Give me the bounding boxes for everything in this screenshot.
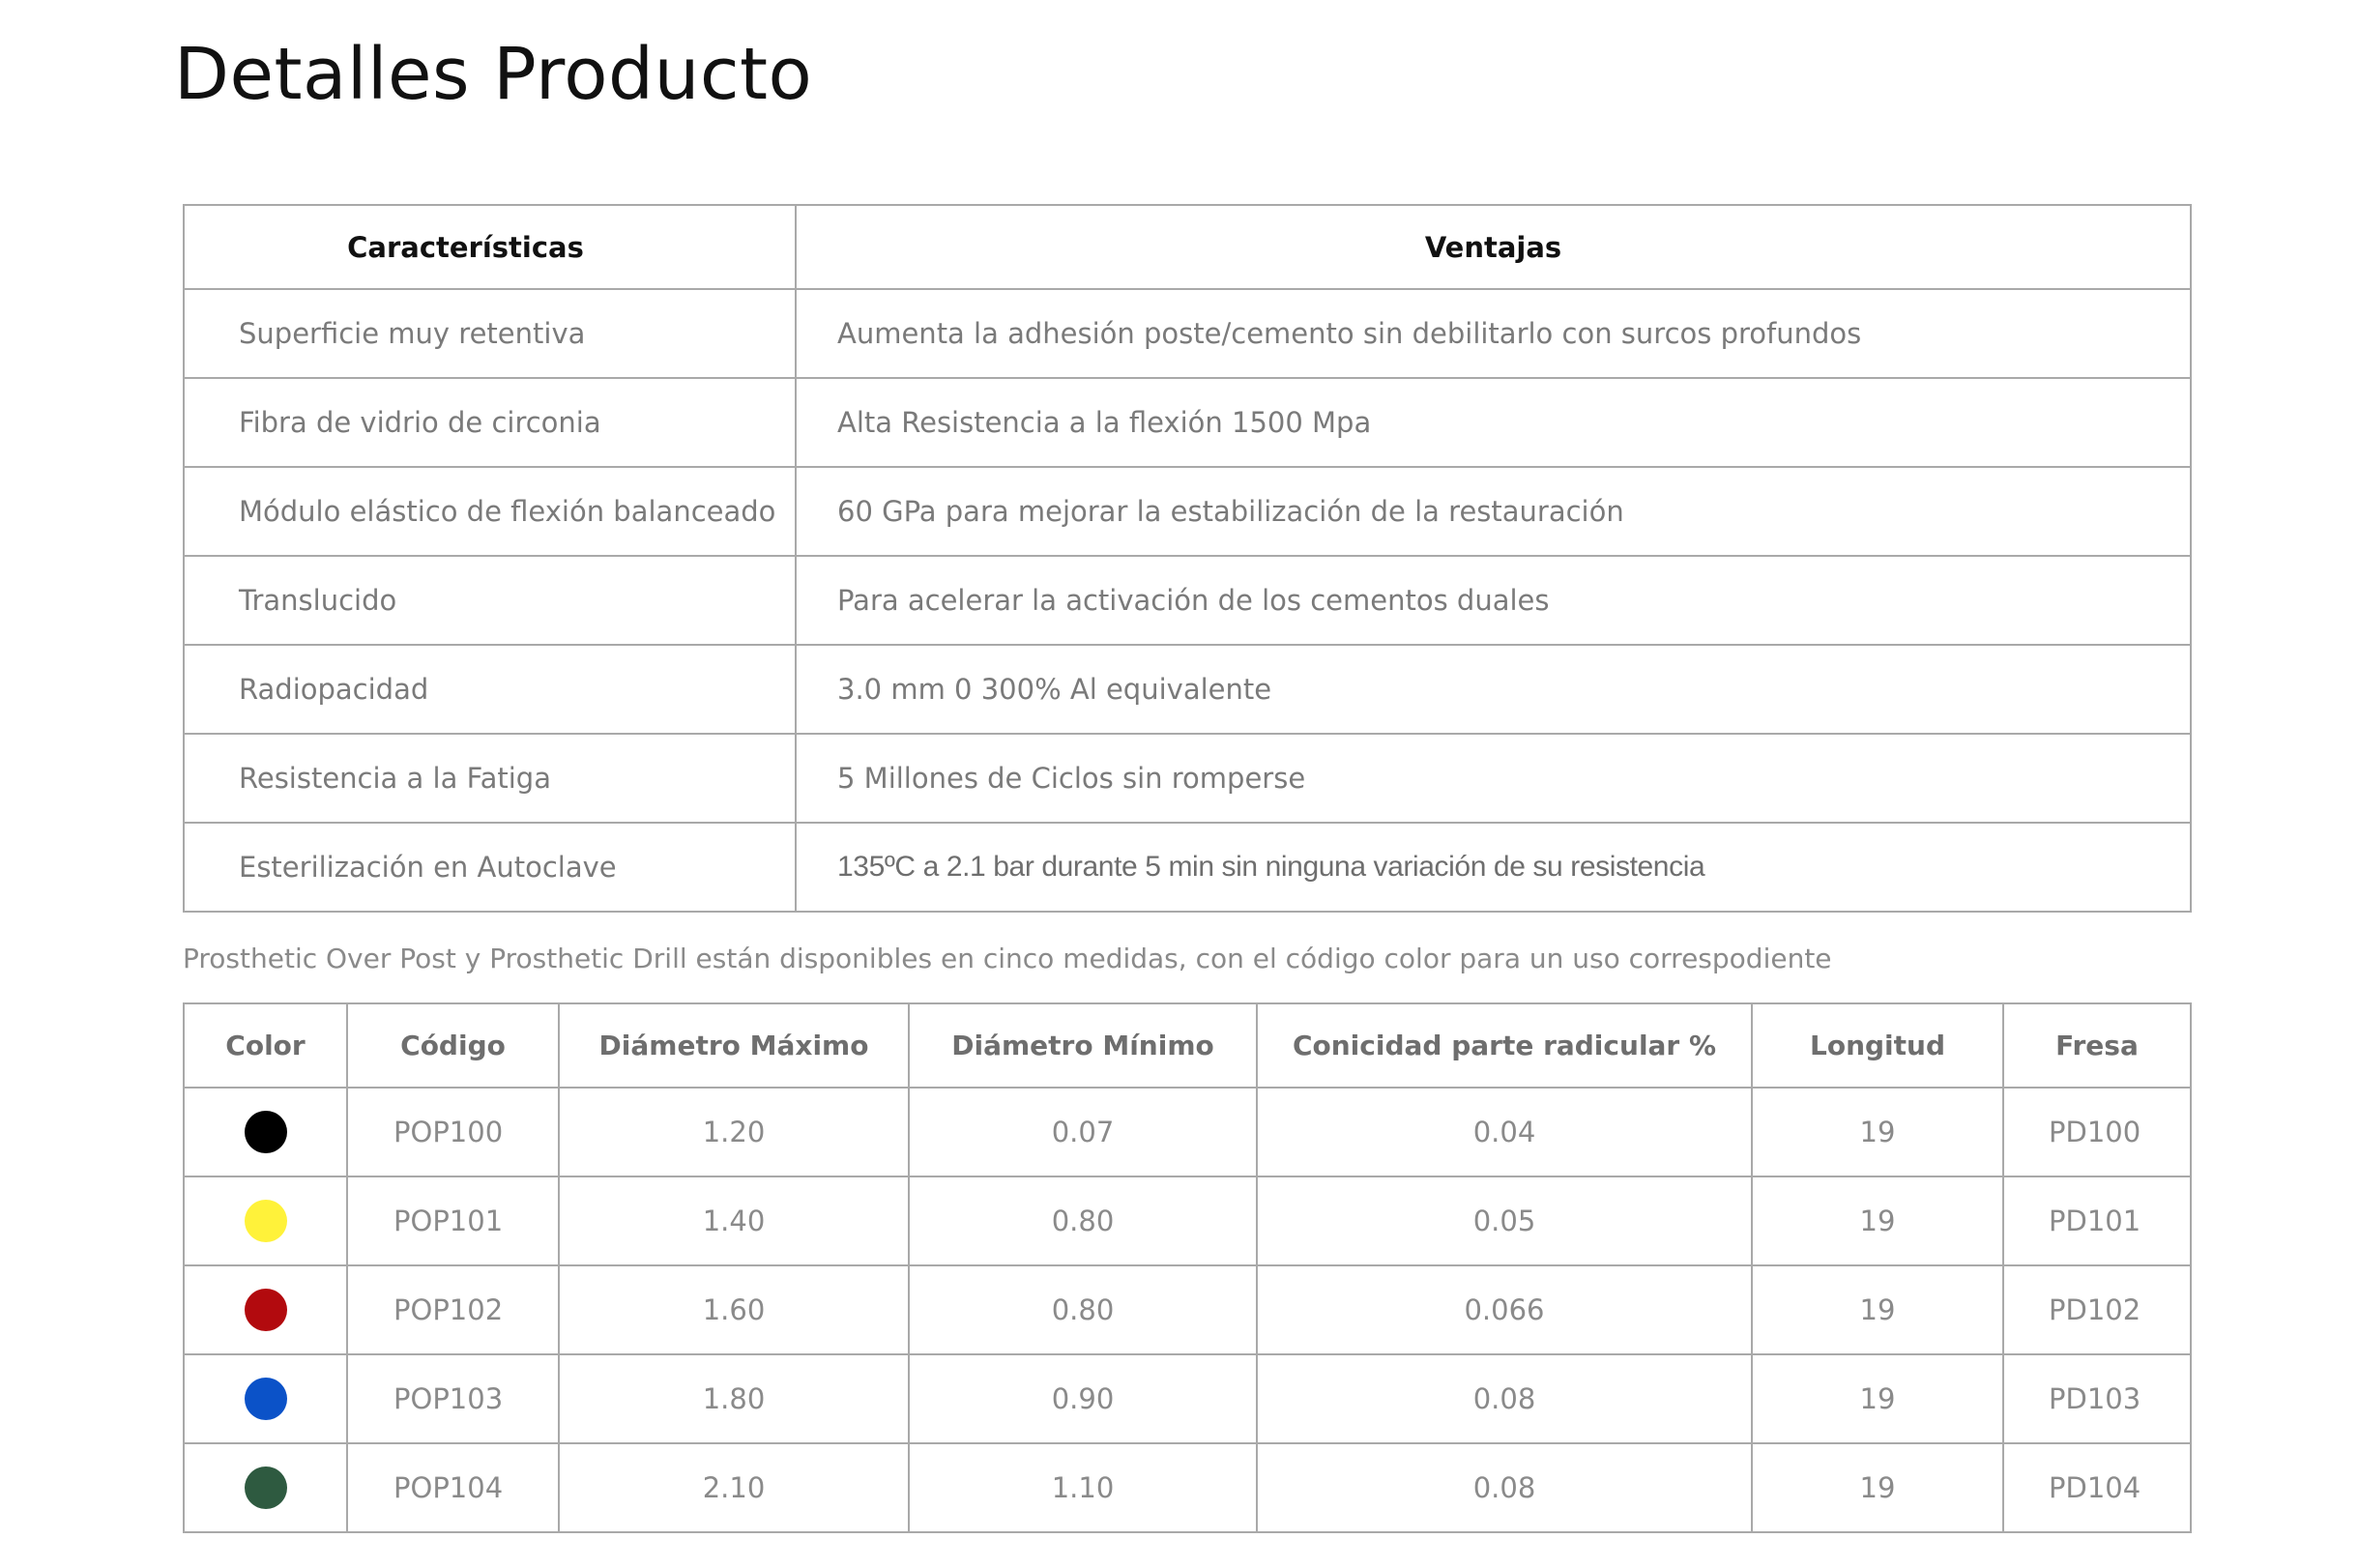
color-cell — [184, 1443, 347, 1532]
min-diameter-cell: 1.10 — [909, 1443, 1257, 1532]
code-cell: POP103 — [347, 1354, 559, 1443]
table-row — [184, 289, 2191, 378]
taper-cell: 0.08 — [1257, 1443, 1752, 1532]
color-cell — [184, 1088, 347, 1176]
advantage-cell: Para acelerar la activación de los cementos duales — [796, 556, 2191, 645]
header-code: Código — [347, 1003, 559, 1088]
feature-cell: Esterilización en Autoclave — [184, 823, 796, 912]
advantage-cell: 60 GPa para mejorar la estabilización de la restauración — [796, 467, 2191, 556]
color-dot — [245, 1200, 287, 1242]
color-dot — [245, 1289, 287, 1331]
code-cell: POP101 — [347, 1176, 559, 1265]
table-row — [184, 1176, 2191, 1265]
color-dot — [245, 1466, 287, 1509]
features-header-row — [184, 205, 2191, 289]
drill-cell: PD102 — [2003, 1265, 2191, 1354]
length-cell: 19 — [1752, 1176, 2003, 1265]
drill-cell: PD101 — [2003, 1176, 2191, 1265]
color-cell — [184, 1265, 347, 1354]
taper-cell: 0.08 — [1257, 1354, 1752, 1443]
feature-cell: Fibra de vidrio de circonia — [184, 378, 796, 467]
code-cell: POP102 — [347, 1265, 559, 1354]
max-diameter-cell: 1.60 — [559, 1265, 909, 1354]
min-diameter-cell: 0.80 — [909, 1265, 1257, 1354]
sizes-table — [183, 1002, 2192, 1533]
header-max-diameter: Diámetro Máximo — [559, 1003, 909, 1088]
advantage-cell: Alta Resistencia a la flexión 1500 Mpa — [796, 378, 2191, 467]
table-row — [184, 645, 2191, 734]
length-cell: 19 — [1752, 1088, 2003, 1176]
table-row — [184, 1088, 2191, 1176]
table-row — [184, 823, 2191, 912]
page-title: Detalles Producto — [174, 33, 813, 116]
min-diameter-cell: 0.80 — [909, 1176, 1257, 1265]
availability-note: Prosthetic Over Post y Prosthetic Drill están disponibles en cinco medidas, con el código color para un uso correspodiente — [183, 943, 1832, 974]
feature-cell: Superficie muy retentiva — [184, 289, 796, 378]
color-cell — [184, 1354, 347, 1443]
max-diameter-cell: 2.10 — [559, 1443, 909, 1532]
min-diameter-cell: 0.90 — [909, 1354, 1257, 1443]
max-diameter-cell: 1.20 — [559, 1088, 909, 1176]
code-cell: POP100 — [347, 1088, 559, 1176]
length-cell: 19 — [1752, 1443, 2003, 1532]
advantage-cell: 5 Millones de Ciclos sin romperse — [796, 734, 2191, 823]
advantage-cell: 3.0 mm 0 300% Al equivalente — [796, 645, 2191, 734]
feature-cell: Módulo elástico de flexión balanceado — [184, 467, 796, 556]
table-row — [184, 1265, 2191, 1354]
features-table — [183, 204, 2192, 913]
table-row — [184, 556, 2191, 645]
header-drill: Fresa — [2003, 1003, 2191, 1088]
taper-cell: 0.05 — [1257, 1176, 1752, 1265]
header-min-diameter: Diámetro Mínimo — [909, 1003, 1257, 1088]
color-cell — [184, 1176, 347, 1265]
length-cell: 19 — [1752, 1265, 2003, 1354]
advantage-cell: Aumenta la adhesión poste/cemento sin debilitarlo con surcos profundos — [796, 289, 2191, 378]
header-color: Color — [184, 1003, 347, 1088]
table-row — [184, 1354, 2191, 1443]
color-dot — [245, 1378, 287, 1420]
min-diameter-cell: 0.07 — [909, 1088, 1257, 1176]
feature-cell: Resistencia a la Fatiga — [184, 734, 796, 823]
sizes-header-row — [184, 1003, 2191, 1088]
max-diameter-cell: 1.40 — [559, 1176, 909, 1265]
code-cell: POP104 — [347, 1443, 559, 1532]
table-row — [184, 378, 2191, 467]
feature-cell: Radiopacidad — [184, 645, 796, 734]
max-diameter-cell: 1.80 — [559, 1354, 909, 1443]
table-row — [184, 734, 2191, 823]
length-cell: 19 — [1752, 1354, 2003, 1443]
drill-cell: PD104 — [2003, 1443, 2191, 1532]
header-length: Longitud — [1752, 1003, 2003, 1088]
color-dot — [245, 1111, 287, 1153]
advantage-cell: 135ºC a 2.1 bar durante 5 min sin ninguna variación de su resistencia — [796, 823, 2191, 912]
drill-cell: PD100 — [2003, 1088, 2191, 1176]
taper-cell: 0.04 — [1257, 1088, 1752, 1176]
taper-cell: 0.066 — [1257, 1265, 1752, 1354]
features-header-characteristics: Características — [184, 205, 796, 289]
table-row — [184, 467, 2191, 556]
feature-cell: Translucido — [184, 556, 796, 645]
table-row — [184, 1443, 2191, 1532]
features-header-advantages: Ventajas — [796, 205, 2191, 289]
header-taper: Conicidad parte radicular % — [1257, 1003, 1752, 1088]
drill-cell: PD103 — [2003, 1354, 2191, 1443]
